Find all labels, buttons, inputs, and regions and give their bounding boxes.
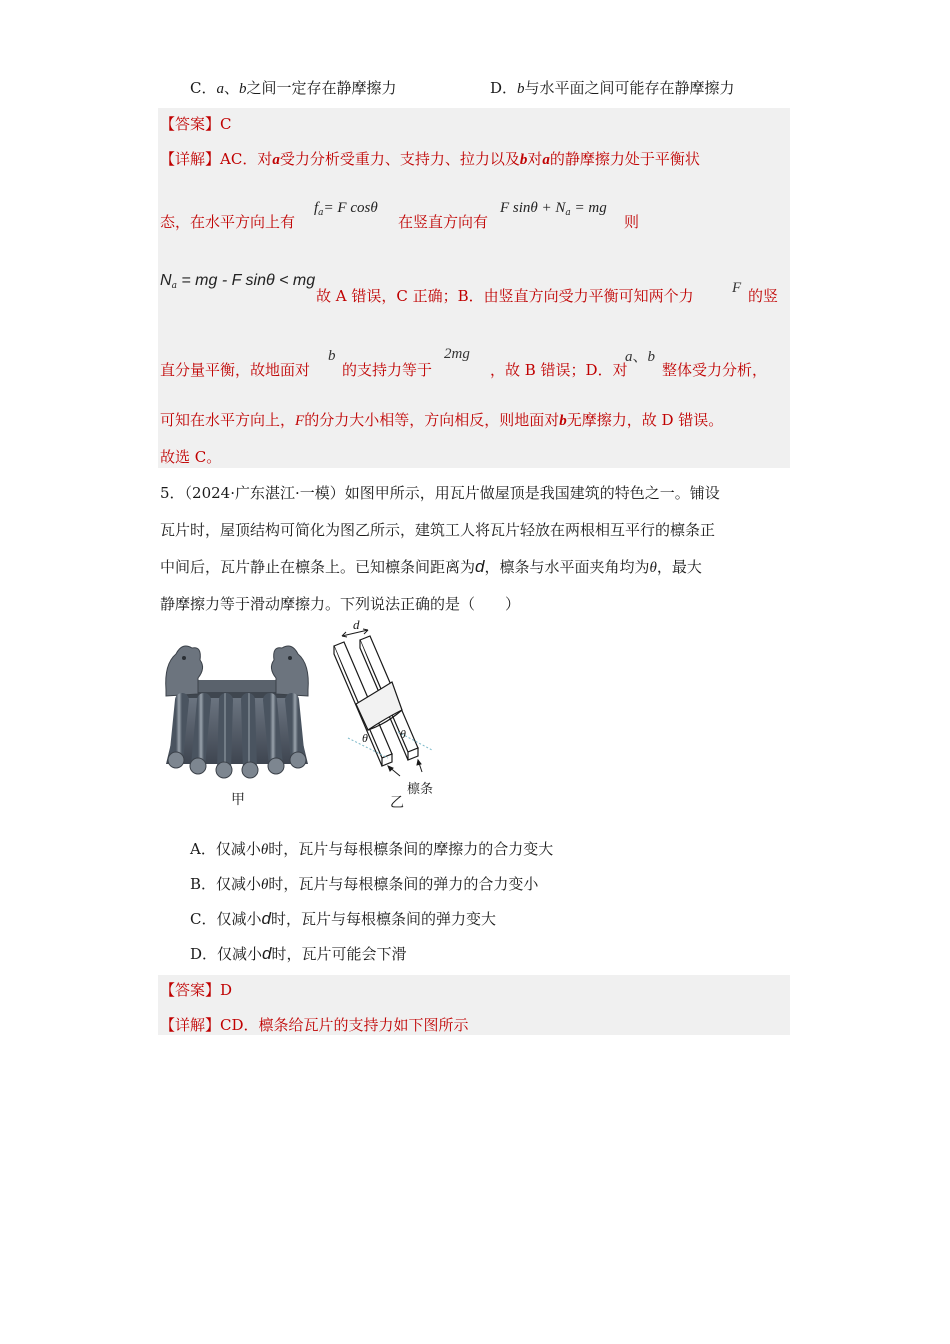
equation-normal: $N_a$ = mg - F sinθ < mg (160, 272, 316, 291)
left-ridge-beast (166, 646, 203, 696)
detail-line-4-text-c: ，故 B 错误；D．对 (490, 361, 628, 379)
q5-line-2: 瓦片时，屋顶结构可简化为图乙所示，建筑工人将瓦片轻放在两根相互平行的檩条正 (160, 521, 716, 539)
label-d: d (353, 617, 360, 632)
purlin-diagram (328, 617, 448, 786)
equation-vertical: F $\sin\theta + N_a$ = mg (500, 200, 607, 218)
q5-option-b[interactable]: B．仅减小θ时，瓦片与每根檩条间的弹力的合力变小 (190, 875, 539, 893)
detail-line-4-text-b: 的支持力等于 (342, 361, 433, 379)
label-theta-right: θ (400, 727, 406, 741)
q5-line-3: 中间后，瓦片静止在檩条上。已知檩条间距离为d，檩条与水平面夹角均为θ，最大 (160, 557, 702, 576)
detail-line-3: 故 A 错误，C 正确；B．由竖直方向受力平衡可知两个力 (316, 287, 694, 305)
q5-option-c[interactable]: C．仅减小d时，瓦片与每根檩条间的弹力变大 (190, 909, 496, 928)
detail-line-2-text-b: 在竖直方向有 (398, 213, 489, 231)
figure-yi-caption: 乙 (390, 795, 404, 811)
ridge (190, 680, 284, 694)
detail-line-5: 可知在水平方向上，F的分力大小相等，方向相反，则地面对b无摩擦力，故 D 错误。 (160, 411, 724, 429)
detail-line-3-end: 的竖 (748, 287, 779, 305)
roof-tiles-figure (162, 634, 312, 784)
q5-line-1: 5．（2024·广东湛江·一模）如图甲所示，用瓦片做屋顶是我国建筑的特色之一。铺设 (160, 484, 720, 502)
q5-line-4: 静摩擦力等于滑动摩擦力。下列说法正确的是（ ） (160, 595, 521, 613)
option-d: D．b与水平面之间可能存在静摩擦力 (490, 79, 735, 97)
answer-line: 【答案】C (160, 115, 232, 133)
detail-line-4-text-a: 直分量平衡，故地面对 (160, 361, 311, 379)
right-ridge-beast (271, 646, 308, 696)
equation-friction: $f_a= F$ cosθ (314, 200, 378, 218)
q5-option-d[interactable]: D．仅减小d时，瓦片可能会下滑 (190, 944, 407, 963)
equation-2mg: 2mg (444, 346, 470, 362)
label-theta-left: θ (362, 731, 368, 745)
detail-line-6: 故选 C。 (160, 448, 222, 466)
detail-line-2-text-a: 态，在水平方向上有 (160, 213, 296, 231)
q5-detail-line: 【详解】CD．檩条给瓦片的支持力如下图所示 (160, 1016, 469, 1034)
detail-line-2-text-c: 则 (624, 213, 640, 231)
var-a-b: a、b (625, 347, 656, 365)
detail-line-1: 【详解】AC．对a受力分析受重力、支持力、拉力以及b对a的静摩擦力处于平衡状 (160, 150, 700, 168)
option-c: C．a、b之间一定存在静摩擦力 (190, 79, 397, 97)
figure-jia-caption: 甲 (231, 792, 245, 808)
var-b: b (328, 348, 336, 364)
label-purlin: 檩条 (407, 782, 434, 797)
q5-answer-line: 【答案】D (160, 981, 233, 999)
detail-line-4-text-d: 整体受力分析， (662, 361, 768, 379)
q5-option-a[interactable]: A．仅减小θ时，瓦片与每根檩条间的摩擦力的合力变大 (190, 840, 554, 858)
force-f-symbol: F (732, 280, 742, 296)
